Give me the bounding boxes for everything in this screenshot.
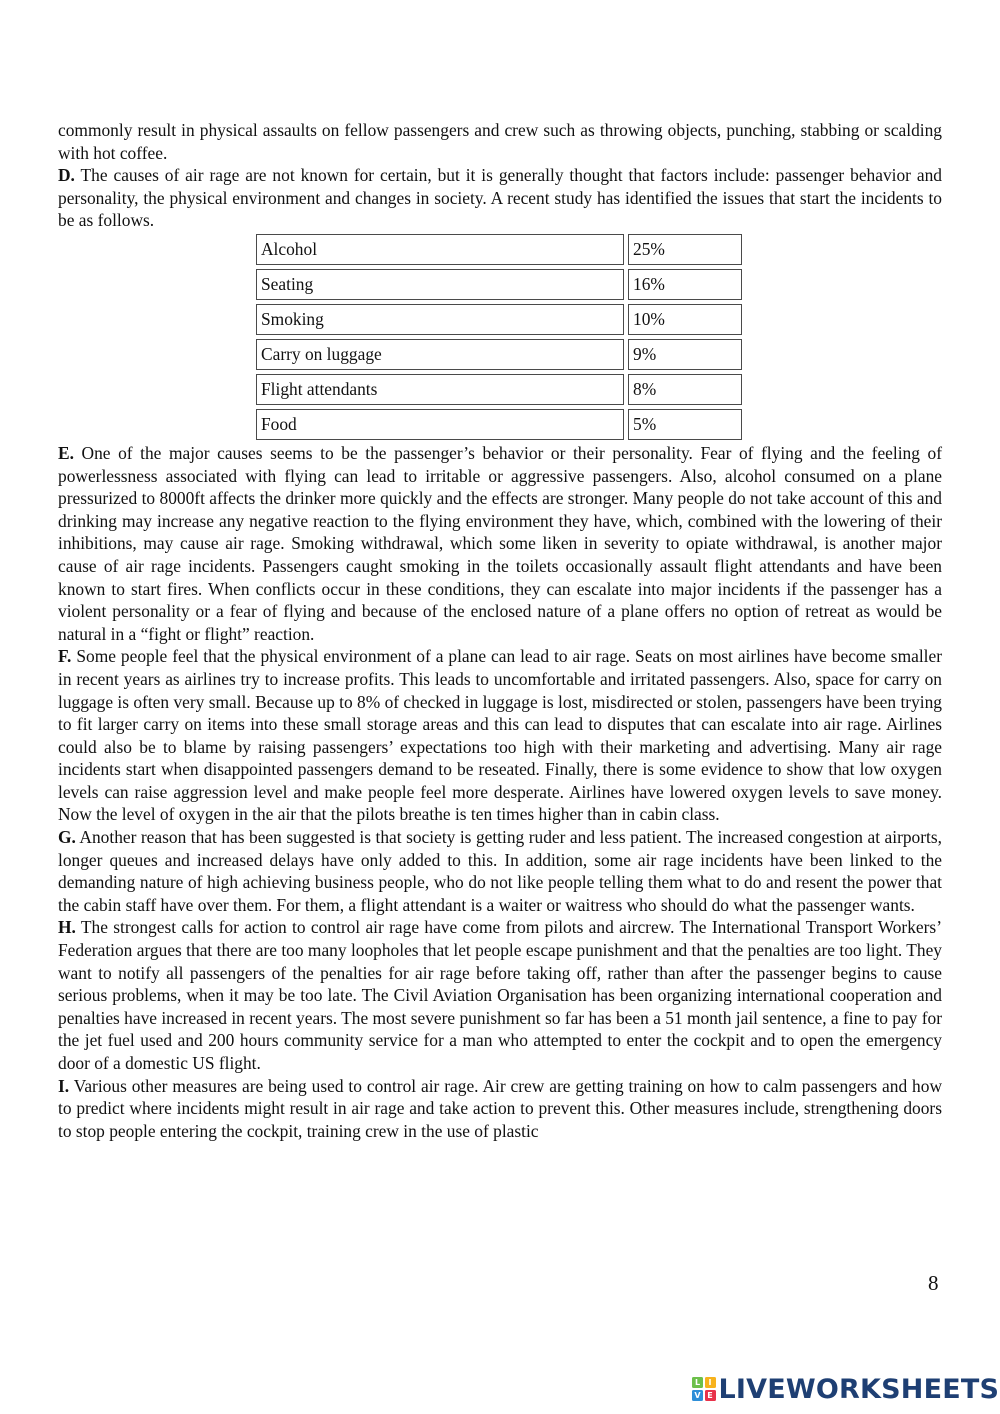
causes-table bbox=[252, 230, 746, 444]
cause-cell: Food bbox=[256, 409, 624, 440]
cause-cell: Smoking bbox=[256, 304, 624, 335]
section-e bbox=[58, 442, 942, 645]
liveworksheets-logo[interactable] bbox=[692, 1374, 999, 1404]
section-g bbox=[58, 826, 942, 916]
section-letter: G. bbox=[58, 827, 76, 848]
section-letter: F. bbox=[58, 646, 72, 667]
cause-cell: Alcohol bbox=[256, 234, 624, 265]
section-text: Another reason that has been suggested is that society is getting ruder and less patient. The increased congestion at airports, longer queues and increased delays have only added to this. In addition, some air rage incidents have been linked to the demanding nature of high achieving business people, who do not like people telling them what to do and resent the power that the cabin staff have over them. For them, a flight attendant is a waiter or waitress who should do what the passenger wants. bbox=[58, 827, 942, 915]
section-text: Various other measures are being used to control air rage. Air crew are getting training on how to calm passengers and how to predict where incidents might result in air rage and take action to prevent this. Other measures include, strengthening doors to stop people entering the cockpit, training crew in the use of plastic bbox=[58, 1075, 942, 1141]
section-text: One of the major causes seems to be the passenger’s behavior or their personality. Fear of flying and the feeling of powerlessness associated with flying can lead to irritable or aggressive passengers. Also, alcohol consumed on a plane pressurized to 8000ft affects the drinker more quickly and the effects are stronger. Many people do not take account of this and drinking may increase any negative reaction to the flying environment they have, which, combined with the lowering of their inhibitions, may cause air rage. Smoking withdrawal, which some liken in severity to opiate withdrawal, is another major cause of air rage incidents. Passengers caught smoking in the toilets occasionally assault flight attendants and have been known to start fires. When conflicts occur in these conditions, they can escalate into major incidents if the passenger has a violent personality or a fear of flying and because of the enclosed nature of a plane offers no option of retreat as would be natural in a “fight or flight” reaction. bbox=[58, 442, 942, 644]
percent-cell: 9% bbox=[628, 339, 742, 370]
logo-block-i: I bbox=[705, 1377, 716, 1388]
percent-cell: 16% bbox=[628, 269, 742, 300]
live-blocks-icon bbox=[692, 1377, 716, 1401]
section-letter: I. bbox=[58, 1075, 70, 1096]
page-number: 8 bbox=[928, 1271, 939, 1295]
percent-cell: 10% bbox=[628, 304, 742, 335]
percent-cell: 25% bbox=[628, 234, 742, 265]
cause-cell: Carry on luggage bbox=[256, 339, 624, 370]
section-letter: E. bbox=[58, 442, 74, 463]
table-row bbox=[256, 339, 742, 370]
table-row bbox=[256, 269, 742, 300]
document-page bbox=[58, 119, 942, 1142]
section-i bbox=[58, 1075, 942, 1143]
table-row bbox=[256, 304, 742, 335]
section-text: The strongest calls for action to control air rage have come from pilots and aircrew. The International Transport Workers’ Federation argues that there are too many loopholes that let people escape punishment and that the penalties are too light. They want to notify all passengers of the penalties for air rage before taking off, rather than after the passenger begins to cause serious problems, when it may be too late. The Civil Aviation Organisation has been organizing international cooperation and penalties have increased in recent years. The most severe punishment so far has been a 51 month jail sentence, a fine to pay for the jet fuel used and 200 hours community service for a man who attempted to enter the cockpit and to open the emergency door of a domestic US flight. bbox=[58, 917, 942, 1073]
causes-table-wrapper bbox=[256, 230, 942, 444]
logo-block-l: L bbox=[692, 1377, 703, 1388]
percent-cell: 8% bbox=[628, 374, 742, 405]
section-letter: H. bbox=[58, 917, 76, 938]
section-f bbox=[58, 645, 942, 826]
section-text: Some people feel that the physical environment of a plane can lead to air rage. Seats on most airlines have become smaller in recent years as airlines try to increase profits. This leads to uncomfortable and irritated passengers. Also, space for carry on luggage is often very small. Because up to 8% of checked in luggage is lost, misdirected or stolen, passengers have been trying to fit larger carry on items into these small storage areas and this can lead to disputes that can escalate into air rage. Airlines could also be to blame by raising passengers’ expectations too high with their marketing and advertising. Many air rage incidents start when disappointed passengers demand to be reseated. Finally, there is some evidence to show that low oxygen levels can raise aggression level and make people feel more desperate. Airlines have lowered oxygen levels to save money. Now the level of oxygen in the air that the pilots breathe is ten times higher than in cabin class. bbox=[58, 646, 942, 825]
section-text: The causes of air rage are not known for certain, but it is generally thought that factors include: passenger behavior and personality, the physical environment and changes in society. A recent study has identified the issues that start the incidents to be as follows. bbox=[58, 165, 942, 231]
cause-cell: Seating bbox=[256, 269, 624, 300]
table-row bbox=[256, 374, 742, 405]
logo-block-v: V bbox=[692, 1390, 703, 1401]
table-row bbox=[256, 234, 742, 265]
cause-cell: Flight attendants bbox=[256, 374, 624, 405]
percent-cell: 5% bbox=[628, 409, 742, 440]
table-row bbox=[256, 409, 742, 440]
logo-text: LIVEWORKSHEETS bbox=[718, 1373, 1000, 1405]
section-letter: D. bbox=[58, 165, 75, 186]
intro-continuation: commonly result in physical assaults on fellow passengers and crew such as throwing objects, punching, stabbing or scalding with hot coffee. bbox=[58, 120, 942, 163]
logo-block-e: E bbox=[705, 1390, 716, 1401]
section-h bbox=[58, 916, 942, 1074]
section-d bbox=[58, 164, 942, 232]
